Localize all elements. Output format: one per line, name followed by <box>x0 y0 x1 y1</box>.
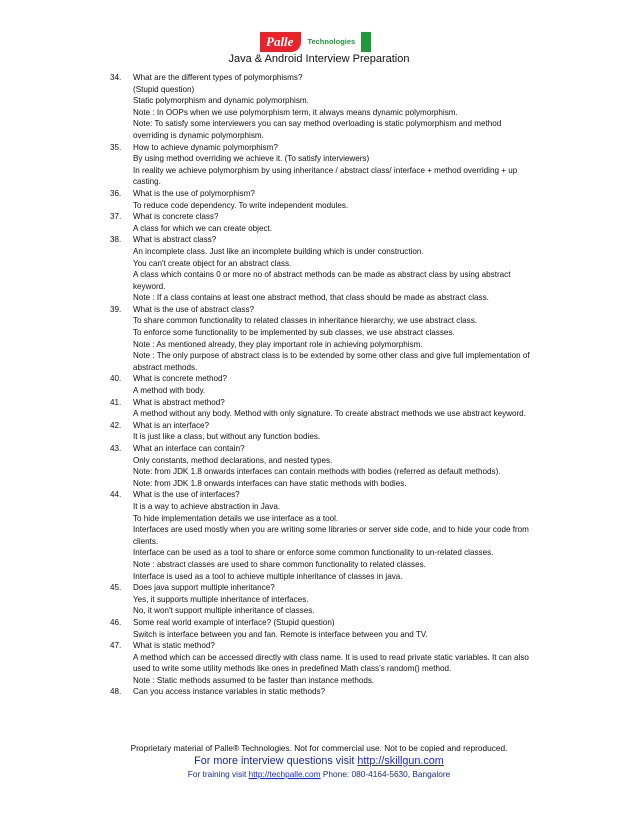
logo-main-text: Palle <box>260 32 301 52</box>
answer-line: In reality we achieve polymorphism by using inheritance / abstract class/ interface + method overriding + up <box>133 165 518 175</box>
answer-line: Note: from JDK 1.8 onwards interfaces can contain methods with bodies (referred as default methods). <box>133 467 501 477</box>
answer-line: used to write some utility methods like ones in predefined Math class's random() method. <box>133 664 452 674</box>
question-body <box>133 72 550 142</box>
question-number: 45. <box>110 583 122 593</box>
question-list <box>110 72 550 698</box>
question-body <box>133 373 550 396</box>
question-number: 35. <box>110 142 122 152</box>
more-questions-line <box>0 754 638 768</box>
answer-line: It is a way to achieve abstraction in Java. <box>133 501 281 511</box>
question-number: 36. <box>110 188 122 198</box>
question-body <box>133 582 550 617</box>
question-item <box>110 686 550 698</box>
answer-line: Interfaces are used mostly when you are writing some libraries or server side code, and to hide your code from <box>133 525 529 535</box>
question-number: 46. <box>110 617 122 627</box>
question-item <box>110 373 550 396</box>
question-item <box>110 188 550 211</box>
answer-line: Static polymorphism and dynamic polymorphism. <box>133 96 309 106</box>
answer-line: You can't create object for an abstract class. <box>133 258 292 268</box>
answer-line: Note : If a class contains at least one abstract method, that class should be made as abstract class. <box>133 293 489 303</box>
answer-line: abstract methods. <box>133 362 198 372</box>
question-body <box>133 489 550 582</box>
answer-line: Interface can be used as a tool to share or enforce some common functionality to un-related classes. <box>133 548 494 558</box>
question-body <box>133 188 550 211</box>
question-number: 48. <box>110 687 122 697</box>
answer-line: Note : In OOPs when we use polymorphism term, it always means dynamic polymorphism. <box>133 107 458 117</box>
answer-line: A method without any body. Method with only signature. To create abstract methods we use abstract keyword. <box>133 409 526 419</box>
question-body <box>133 617 550 640</box>
page-header <box>0 32 638 76</box>
answer-line: keyword. <box>133 281 166 291</box>
answer-line: A class for which we can create object. <box>133 223 273 233</box>
question-item <box>110 304 550 374</box>
question-number: 38. <box>110 235 122 245</box>
question-text: What is abstract method? <box>133 397 225 407</box>
techpalle-link[interactable]: http://techpalle.com <box>248 769 321 779</box>
answer-line: Note: To satisfy some interviewers you can say method overloading is static polymorphism and method <box>133 119 502 129</box>
question-item <box>110 617 550 640</box>
question-number: 44. <box>110 490 122 500</box>
question-text: What is the use of interfaces? <box>133 490 240 500</box>
question-number: 42. <box>110 420 122 430</box>
answer-line: Switch is interface between you and fan. Remote is interface between you and TV. <box>133 629 428 639</box>
answer-line: (Stupid question) <box>133 84 195 94</box>
question-number: 41. <box>110 397 122 407</box>
answer-line: An incomplete class. Just like an incomplete building which is under construction. <box>133 246 424 256</box>
answer-line: A method with body. <box>133 386 206 396</box>
question-body <box>133 304 550 374</box>
skillgun-link[interactable]: http://skillgun.com <box>357 755 444 767</box>
answer-line: Note : Static methods assumed to be faster than instance methods. <box>133 675 375 685</box>
answer-line: A class which contains 0 or more no of abstract methods can be made as abstract class by using abstract <box>133 270 511 280</box>
question-item <box>110 142 550 188</box>
training-line <box>0 768 638 780</box>
answer-line: To hide implementation details we use interface as a tool. <box>133 513 339 523</box>
question-body <box>133 686 550 698</box>
question-number: 39. <box>110 304 122 314</box>
answer-line: casting. <box>133 177 161 187</box>
answer-line: A method which can be accessed directly with class name. It is used to read private static variables. It can also <box>133 652 529 662</box>
question-text: What an interface can contain? <box>133 444 245 453</box>
document-title: Java & Android Interview Preparation <box>228 53 410 65</box>
question-text: Can you access instance variables in static methods? <box>133 687 326 697</box>
question-text: Some real world example of interface? (Stupid question) <box>133 617 335 627</box>
answer-line: overriding is dynamic polymorphism. <box>133 130 264 140</box>
question-text: What is the use of polymorphism? <box>133 188 255 198</box>
question-body <box>133 640 550 686</box>
answer-line: Only constants, method declarations, and nested types. <box>133 455 333 465</box>
answer-line: To share common functionality to related classes in inheritance hierarchy, we use abstract class. <box>133 316 477 326</box>
logo-green-flag <box>361 32 371 52</box>
more-questions-text: For more interview questions visit <box>194 755 358 767</box>
phone-text: Phone: 080-4164-5630, Bangalore <box>320 769 451 779</box>
question-item <box>110 397 550 420</box>
palle-logo <box>260 32 378 52</box>
answer-line: To enforce some functionality to be implemented by sub classes, we use abstract classes. <box>133 328 455 338</box>
question-text: What are the different types of polymorphisms? <box>133 73 303 82</box>
question-body <box>133 211 550 234</box>
question-body <box>133 397 550 420</box>
answer-line: It is just like a class, but without any function bodies. <box>133 432 321 442</box>
question-number: 37. <box>110 212 122 222</box>
question-text: What is an interface? <box>133 420 210 430</box>
question-item <box>110 211 550 234</box>
question-text: What is concrete class? <box>133 212 219 222</box>
question-body <box>133 443 550 489</box>
question-text: Does java support multiple inheritance? <box>133 583 275 593</box>
question-body <box>133 142 550 188</box>
answer-line: Yes, it supports multiple inheritance of interfaces. <box>133 594 309 604</box>
question-number: 47. <box>110 641 122 651</box>
question-number: 40. <box>110 374 122 384</box>
question-number: 34. <box>110 73 122 82</box>
answer-line: Note : abstract classes are used to share common functionality to related classes. <box>133 559 426 569</box>
answer-line: clients. <box>133 536 159 546</box>
question-item <box>110 72 550 142</box>
proprietary-notice: Proprietary material of Palle® Technologies. Not for commercial use. Not to be copied and reproduced. <box>130 743 508 753</box>
question-text: What is concrete method? <box>133 374 228 384</box>
answer-line: By using method overriding we achieve it. (To satisfy interviewers) <box>133 154 370 164</box>
question-body <box>133 234 550 304</box>
answer-line: Note : As mentioned already, they play important role in achieving polymorphism. <box>133 339 423 349</box>
question-item <box>110 234 550 304</box>
question-text: What is abstract class? <box>133 235 217 245</box>
answer-line: Interface is used as a tool to achieve multiple inheritance of classes in java. <box>133 571 403 581</box>
question-item <box>110 443 550 489</box>
training-text: For training visit <box>187 769 249 779</box>
question-text: What is static method? <box>133 641 215 651</box>
question-text: What is the use of abstract class? <box>133 304 255 314</box>
answer-line: No, it won't support multiple inheritance of classes. <box>133 606 315 616</box>
question-item <box>110 640 550 686</box>
question-body <box>133 420 550 443</box>
logo-sub-text: Technologies <box>301 32 361 52</box>
answer-line: Note: from JDK 1.8 onwards interfaces can have static methods with bodies. <box>133 478 407 488</box>
question-item <box>110 489 550 582</box>
question-item <box>110 420 550 443</box>
page-footer <box>0 742 638 780</box>
answer-line: Note : The only purpose of abstract class is to be extended by some other class and give full implementation of <box>133 351 530 361</box>
question-number: 43. <box>110 444 122 453</box>
question-text: How to achieve dynamic polymorphism? <box>133 142 278 152</box>
question-item <box>110 582 550 617</box>
answer-line: To reduce code dependency. To write independent modules. <box>133 200 349 210</box>
